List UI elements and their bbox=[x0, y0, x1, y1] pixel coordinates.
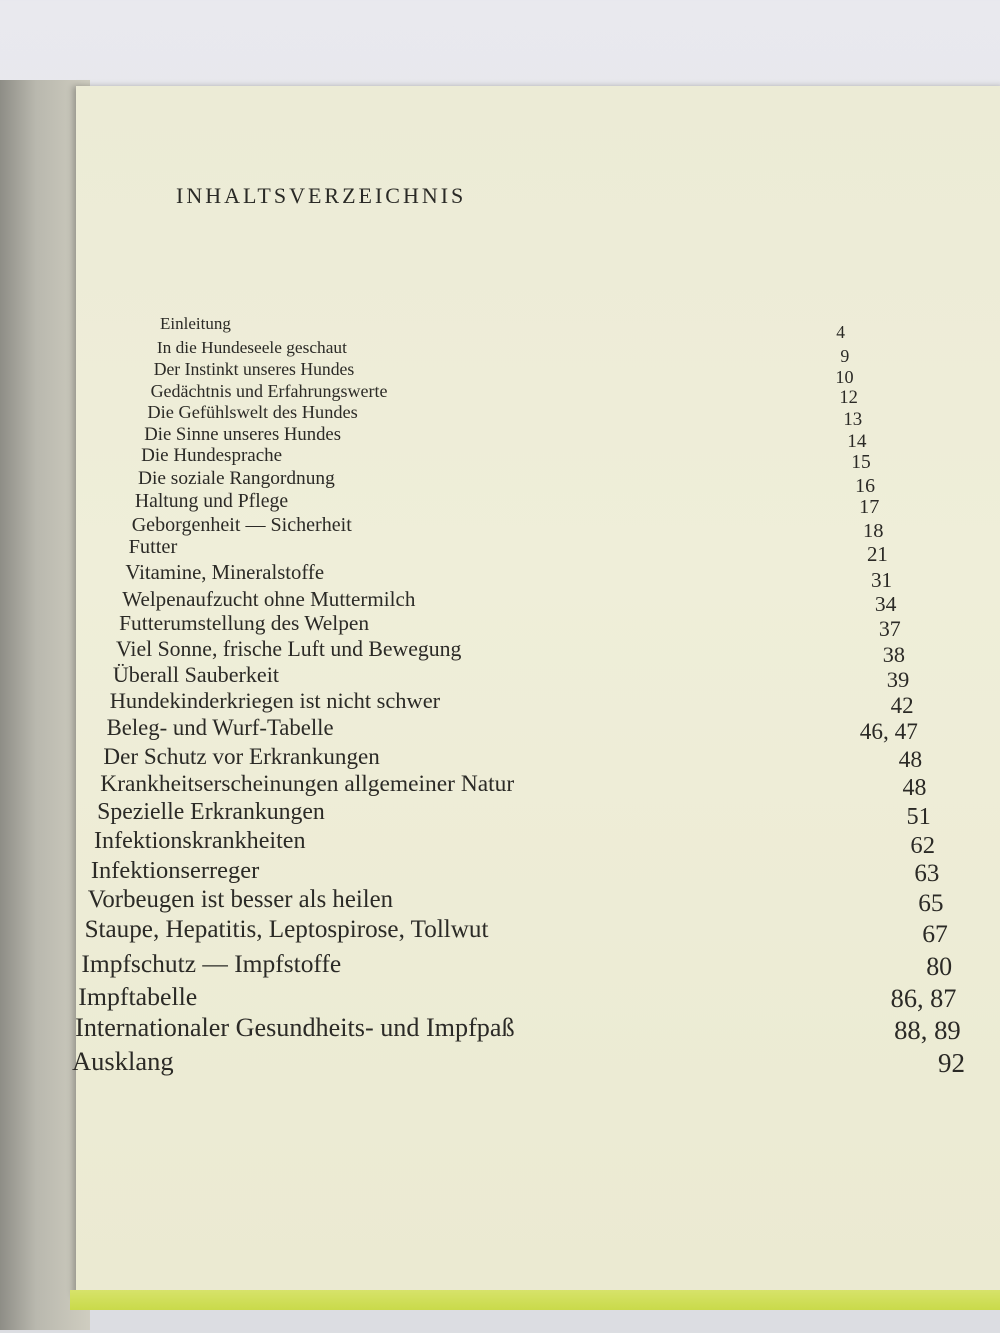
toc-entry-page: 48 bbox=[898, 747, 923, 774]
toc-entry-title: Spezielle Erkrankungen bbox=[97, 799, 325, 825]
toc-entry-page: 67 bbox=[922, 918, 948, 948]
toc-entry-title: Beleg- und Wurf-Tabelle bbox=[106, 715, 334, 740]
toc-entry-page: 21 bbox=[866, 541, 888, 566]
toc-entry-title: Welpenaufzucht ohne Muttermilch bbox=[122, 587, 416, 611]
toc-entry-title: Ausklang bbox=[72, 1046, 174, 1076]
toc-entry-title: Vitamine, Mineralstoffe bbox=[125, 562, 325, 584]
toc-entry-title: Haltung und Pflege bbox=[134, 490, 289, 512]
toc-entry-page: 63 bbox=[914, 860, 940, 888]
toc-entry-page: 12 bbox=[839, 388, 858, 409]
toc-entry-title: Infektionskrankheiten bbox=[94, 828, 306, 854]
toc-entry-page: 39 bbox=[886, 666, 910, 692]
toc-entry-title: Die Gefühlswelt des Hundes bbox=[147, 402, 358, 422]
toc-entry-title: Gedächtnis und Erfahrungswerte bbox=[150, 381, 388, 401]
toc-entry-page: 86, 87 bbox=[890, 984, 957, 1014]
toc-entry-page: 46, 47 bbox=[859, 719, 918, 746]
toc-entry-page: 13 bbox=[843, 409, 863, 431]
page-title: INHALTSVERZEICHNIS bbox=[176, 183, 467, 208]
toc-entry-page: 34 bbox=[874, 592, 897, 617]
toc-entry-title: Geborgenheit — Sicherheit bbox=[131, 514, 352, 536]
toc-entry-title: Impfschutz — Impfstoffe bbox=[81, 949, 342, 978]
toc-entry-page: 42 bbox=[890, 692, 914, 718]
toc-entry-title: Der Schutz vor Erkrankungen bbox=[103, 743, 380, 769]
toc-entry-title: Überall Sauberkeit bbox=[112, 662, 279, 687]
toc-entry-title: Futter bbox=[128, 536, 178, 558]
toc-entry-title: Hundekinderkriegen ist nicht schwer bbox=[109, 688, 441, 713]
toc-entry-page: 31 bbox=[870, 567, 893, 592]
toc-entry-page: 14 bbox=[847, 430, 867, 452]
toc-entry-page: 15 bbox=[851, 451, 871, 473]
toc-entry-page: 17 bbox=[859, 496, 880, 519]
toc-entry-page: 4 bbox=[836, 322, 845, 342]
toc-entry-page: 48 bbox=[902, 774, 927, 801]
toc-entry-title: Krankheitserscheinungen allgemeiner Natur bbox=[100, 771, 515, 797]
toc-entry-page: 88, 89 bbox=[894, 1015, 961, 1046]
toc-entry-page: 62 bbox=[910, 831, 935, 859]
toc-entry-page: 38 bbox=[882, 642, 905, 667]
toc-entry-page: 51 bbox=[906, 802, 931, 830]
toc-entry-page: 9 bbox=[840, 345, 850, 366]
toc-entry-title: Infektionserreger bbox=[90, 857, 260, 884]
toc-entry-page: 10 bbox=[835, 366, 854, 387]
toc-entry-page: 37 bbox=[878, 616, 901, 642]
toc-entry-title: Futterumstellung des Welpen bbox=[119, 611, 370, 635]
toc-entry-title: Viel Sonne, frische Luft und Bewegung bbox=[116, 637, 462, 661]
cover-bottom-edge bbox=[70, 1290, 1000, 1310]
toc-entry-title: Einleitung bbox=[160, 314, 231, 333]
toc-entry-title: Die Sinne unseres Hundes bbox=[144, 424, 341, 445]
toc-entry-page: 80 bbox=[926, 951, 953, 981]
toc-entry-title: Der Instinkt unseres Hundes bbox=[153, 359, 355, 379]
toc-entry-page: 16 bbox=[855, 474, 875, 497]
toc-entry-title: In die Hundeseele geschaut bbox=[156, 338, 347, 357]
toc-entry-title: Staupe, Hepatitis, Leptospirose, Tollwut bbox=[84, 916, 489, 943]
toc-entry-title: Impftabelle bbox=[78, 982, 198, 1011]
toc-entry-title: Die soziale Rangordnung bbox=[138, 468, 335, 489]
toc-entry-page: 92 bbox=[938, 1048, 965, 1078]
toc-entry-title: Die Hundesprache bbox=[141, 445, 283, 466]
toc-entry-page: 65 bbox=[918, 889, 944, 918]
toc-entry-title: Internationaler Gesundheits- und Impfpaß bbox=[75, 1013, 515, 1042]
toc-entry-page: 18 bbox=[863, 520, 884, 543]
toc-entry-title: Vorbeugen ist besser als heilen bbox=[87, 886, 394, 913]
